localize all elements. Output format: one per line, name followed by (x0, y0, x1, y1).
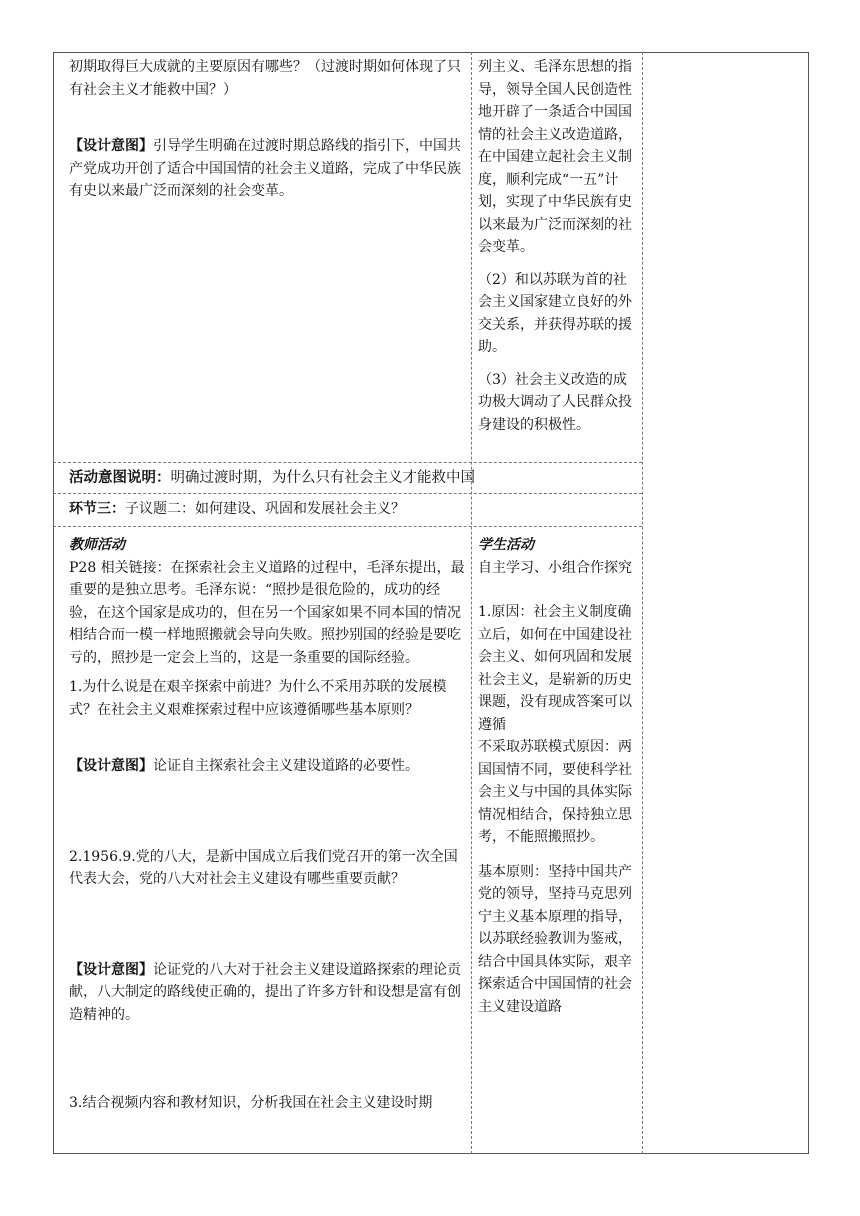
column-divider-right (642, 52, 643, 1154)
row-divider-2 (53, 493, 642, 494)
basic-principles-paragraph: 基本原则：坚持中国共产党的领导，坚持马克思列宁主义基本原理的指导，以苏联经验教训为鉴戒，结合中国具体实际，艰辛探索适合中国国情的社会主义建设道路 (478, 863, 632, 1015)
learning-mode: 自主学习、小组合作探究 (478, 559, 632, 576)
design-intent-tag: 【设计意图】 (69, 138, 153, 154)
design-intent-1 (69, 135, 465, 203)
student-activity-heading: 学生活动 (478, 537, 534, 553)
answer-paragraph-2: （2）和以苏联为首的社会主义国家建立良好的外交关系，并获得苏联的援助。 (478, 271, 632, 355)
activity-intent-label: 活动意图说明： (69, 469, 171, 486)
p28-related-link: P28 相关链接：在探索社会主义道路的过程中，毛泽东提出，最重要的是独立思考。毛泽东说：“照抄是很危险的，成功的经验，在这个国家是成功的，但在另一个国家如果不同本国的情况相结合而一模一样地照搬就会导向失败。照抄别国的经验是要吃亏的，照抄是一定会上当的，这是一条重要的国际经验。 (69, 559, 465, 666)
answer-paragraph-3: （3）社会主义改造的成功极大调动了人民群众投身建设的积极性。 (478, 371, 632, 433)
design-intent-tag: 【设计意图】 (69, 961, 153, 978)
design-intent-2 (69, 755, 465, 778)
design-intent-text: 论证自主探索社会主义建设道路的必要性。 (153, 758, 419, 774)
design-intent-text: 论证党的八大对于社会主义建设道路探索的理论贡献，八大制定的路线使正确的，提出了许多方针和设想是富有创造精神的。 (69, 961, 461, 1023)
activity-intent-text: 明确过渡时期，为什么只有社会主义才能救中国 (170, 470, 475, 486)
row-divider-1 (53, 462, 642, 463)
section-row (69, 498, 629, 521)
reason-paragraph: 1.原因：社会主义制度确立后，如何在中国建设社会主义、如何巩固和发展社会主义，是崭新的历史课题，没有现成答案可以遵循 (478, 604, 632, 733)
design-intent-tag: 【设计意图】 (69, 758, 153, 774)
row1-left-cell (69, 56, 465, 203)
activity-intent-row (69, 467, 629, 490)
design-intent-text: 引导学生明确在过渡时期总路线的指引下，中国共产党成功开创了适合中国国情的社会主义道路，完成了中华民族有史以来最广泛而深刻的社会变革。 (69, 138, 461, 199)
section-label: 环节三： (69, 501, 125, 517)
answer-paragraph-1: 列主义、毛泽东思想的指导，领导全国人民创造性地开辟了一条适合中国国情的社会主义改造道路，在中国建立起社会主义制度，顺利完成“一五”计划，实现了中华民族有史以来最为广泛而深刻的社会变革。 (478, 59, 632, 255)
teacher-activity-cell (69, 534, 465, 1115)
design-intent-3 (69, 959, 465, 1027)
question-2: 2.1956.9.党的八大，是新中国成立后我们党召开的第一次全国代表大会，党的八大对社会主义建设有哪些重要贡献？ (69, 848, 458, 887)
question-3: 3.结合视频内容和教材知识，分析我国在社会主义建设时期 (69, 1095, 433, 1111)
row1-right-cell (478, 56, 636, 436)
student-activity-cell (478, 534, 636, 1018)
not-soviet-model-paragraph: 不采取苏联模式原因：两国国情不同，要使科学社会主义与中国的具体实际情况相结合，保持独立思考，不能照搬照抄。 (478, 739, 632, 845)
column-divider-left (471, 52, 472, 1154)
row-divider-3 (53, 526, 642, 527)
teacher-activity-heading: 教师活动 (69, 537, 125, 553)
question-1: 1.为什么说是在艰辛探索中前进？为什么不采用苏联的发展模式？在社会主义艰难探索过程中应该遵循哪些基本原则？ (69, 679, 447, 718)
question-continuation: 初期取得巨大成就的主要原因有哪些？（过渡时期如何体现了只有社会主义才能救中国？） (69, 59, 461, 98)
section-text: 子议题二：如何建设、巩固和发展社会主义？ (125, 501, 405, 517)
